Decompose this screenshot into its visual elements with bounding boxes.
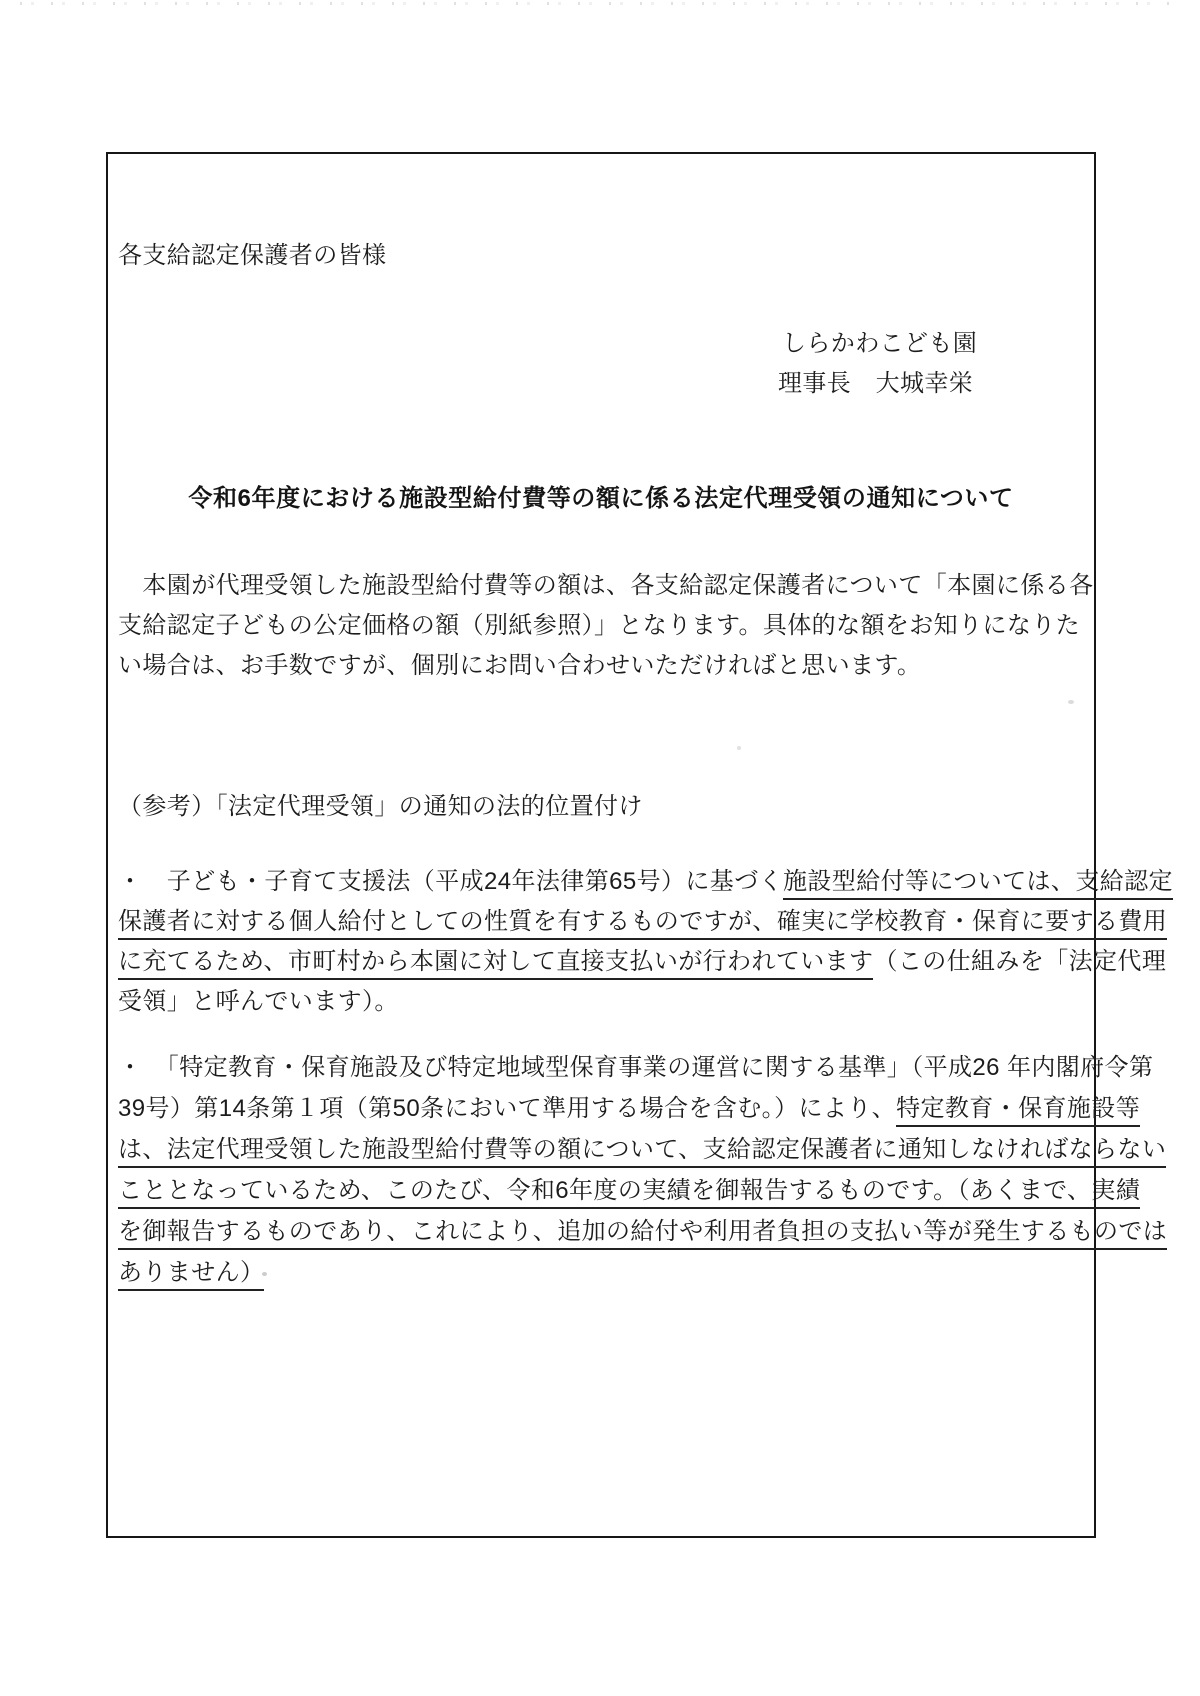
text-line [118,1088,1141,1129]
text-segment: 39号）第14条第１項（第50条において準用する場合を含む。）により、 [118,1095,897,1122]
text-line [118,1047,1154,1088]
bullet-paragraph-notification-duty [118,1047,1168,1293]
text-line [118,862,1173,902]
underlined-text: 保護者に対する個人給付としての性質を有するものですが、確実に学校教育・保育に要する費用 [118,908,1167,940]
text-segment: 本園が代理受領した施設型給付費等の額は、各支給認定保護者について「本園に係る各 [118,572,1094,599]
text-line [118,942,1167,982]
underlined-text: を御報告するものであり、これにより、追加の給付や利用者負担の支払い等が発生するものでは [118,1218,1167,1250]
text-line [118,982,1086,1022]
underlined-text: 施設型給付等については、支給認定 [783,868,1173,900]
reference-heading: （参考）「法定代理受領」の通知の法的位置付け [118,793,643,820]
sender-name: 理事長 大城幸栄 [778,370,974,397]
text-segment: い場合は、お手数ですが、個別にお問い合わせいただければと思います。 [118,652,922,679]
recipient-line: 各支給認定保護者の皆様 [118,242,387,269]
text-segment: 受領」と呼んでいます）。 [118,988,399,1015]
intro-paragraph [118,566,1094,686]
text-line [118,902,1168,942]
underlined-text: ありません） [118,1259,264,1291]
sender-organization: しらかわこども園 [782,330,978,357]
underlined-text: 特定教育・保育施設等 [896,1095,1140,1127]
text-segment: （この仕組みを「法定代理 [873,948,1167,975]
text-segment: ・ 「特定教育・保育施設及び特定地域型保育事業の運営に関する基準」（平成26 年内閣府令第 [118,1054,1154,1081]
underlined-text: に充てるため、市町村から本園に対して直接支払いが行われています [118,948,873,980]
text-segment: ・ 子ども・子育て支援法（平成24年法律第65号）に基づく [118,868,783,895]
document-frame [106,152,1173,1538]
underlined-text: こととなっているため、このたび、令和6年度の実績を御報告するものです。（あくまで、実績 [118,1177,1140,1209]
text-line [118,606,1086,646]
underlined-text: は、法定代理受領した施設型給付費等の額について、支給認定保護者に通知しなければならない [118,1136,1166,1168]
text-line [118,646,1086,686]
bullet-paragraph-legal-basis [118,862,1173,1022]
text-line [118,1252,1086,1293]
text-line [118,1129,1167,1170]
scan-noise [20,2,1170,5]
text-line [118,566,1094,606]
document-title: 令和6年度における施設型給付費等の額に係る法定代理受領の通知について [188,485,1014,512]
text-line [118,1170,1141,1211]
text-segment: 支給認定子どもの公定価格の額（別紙参照）」となります。具体的な額をお知りになりた [118,612,1081,639]
text-line [118,1211,1168,1252]
